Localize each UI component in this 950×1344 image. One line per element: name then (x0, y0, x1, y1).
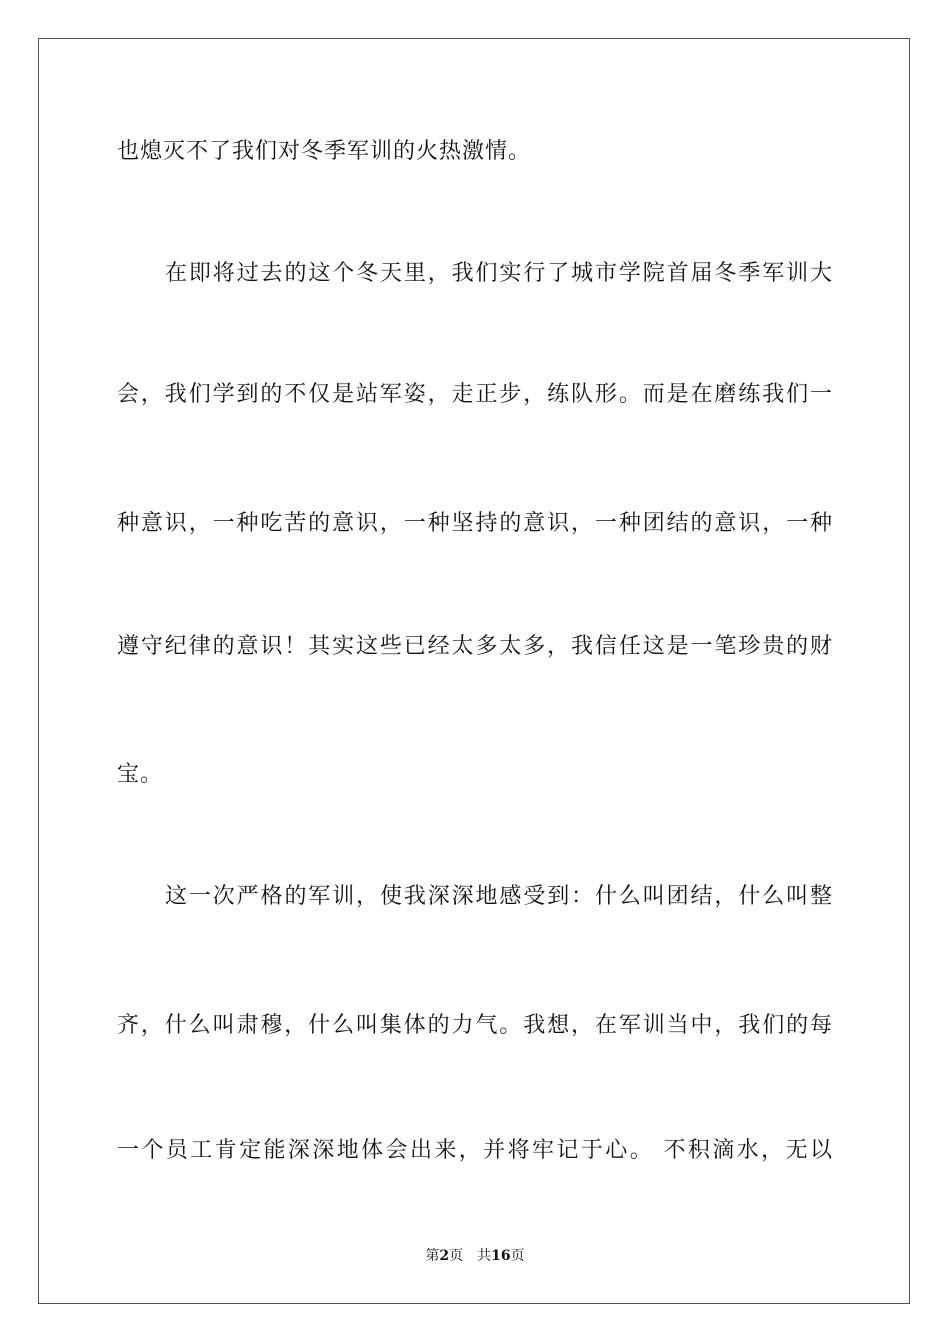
text-line-4: 种意识，一种吃苦的意识，一种坚持的意识，一种团结的意识，一种 (117, 511, 833, 536)
page-frame (38, 38, 910, 1304)
text-line-3: 会，我们学到的不仅是站军姿，走正步，练队形。而是在磨练我们一 (117, 382, 833, 407)
text-line-1: 也熄灭不了我们对冬季军训的火热激情。 (117, 139, 532, 164)
footer-total-suffix: 页 (510, 1248, 525, 1264)
text-line-9: 一个员工肯定能深深地体会出来，并将牢记于心。 不积滴水，无以 (117, 1138, 833, 1163)
footer-page-prefix: 第 (425, 1248, 440, 1264)
page-footer (0, 1245, 950, 1265)
footer-total-pages: 16 (491, 1248, 511, 1264)
footer-total-prefix: 共 (477, 1248, 492, 1264)
footer-page-number: 2 (439, 1248, 450, 1264)
text-line-5: 遵守纪律的意识！其实这些已经太多太多，我信任这是一笔珍贵的财 (117, 634, 833, 659)
footer-page-suffix: 页 (449, 1248, 464, 1264)
text-line-7: 这一次严格的军训，使我深深地感受到：什么叫团结，什么叫整 (165, 884, 833, 909)
text-line-8: 齐，什么叫肃穆，什么叫集体的力气。我想，在军训当中，我们的每 (117, 1013, 833, 1038)
text-line-6: 宝。 (117, 762, 164, 787)
text-line-2: 在即将过去的这个冬天里，我们实行了城市学院首届冬季军训大 (165, 261, 833, 286)
